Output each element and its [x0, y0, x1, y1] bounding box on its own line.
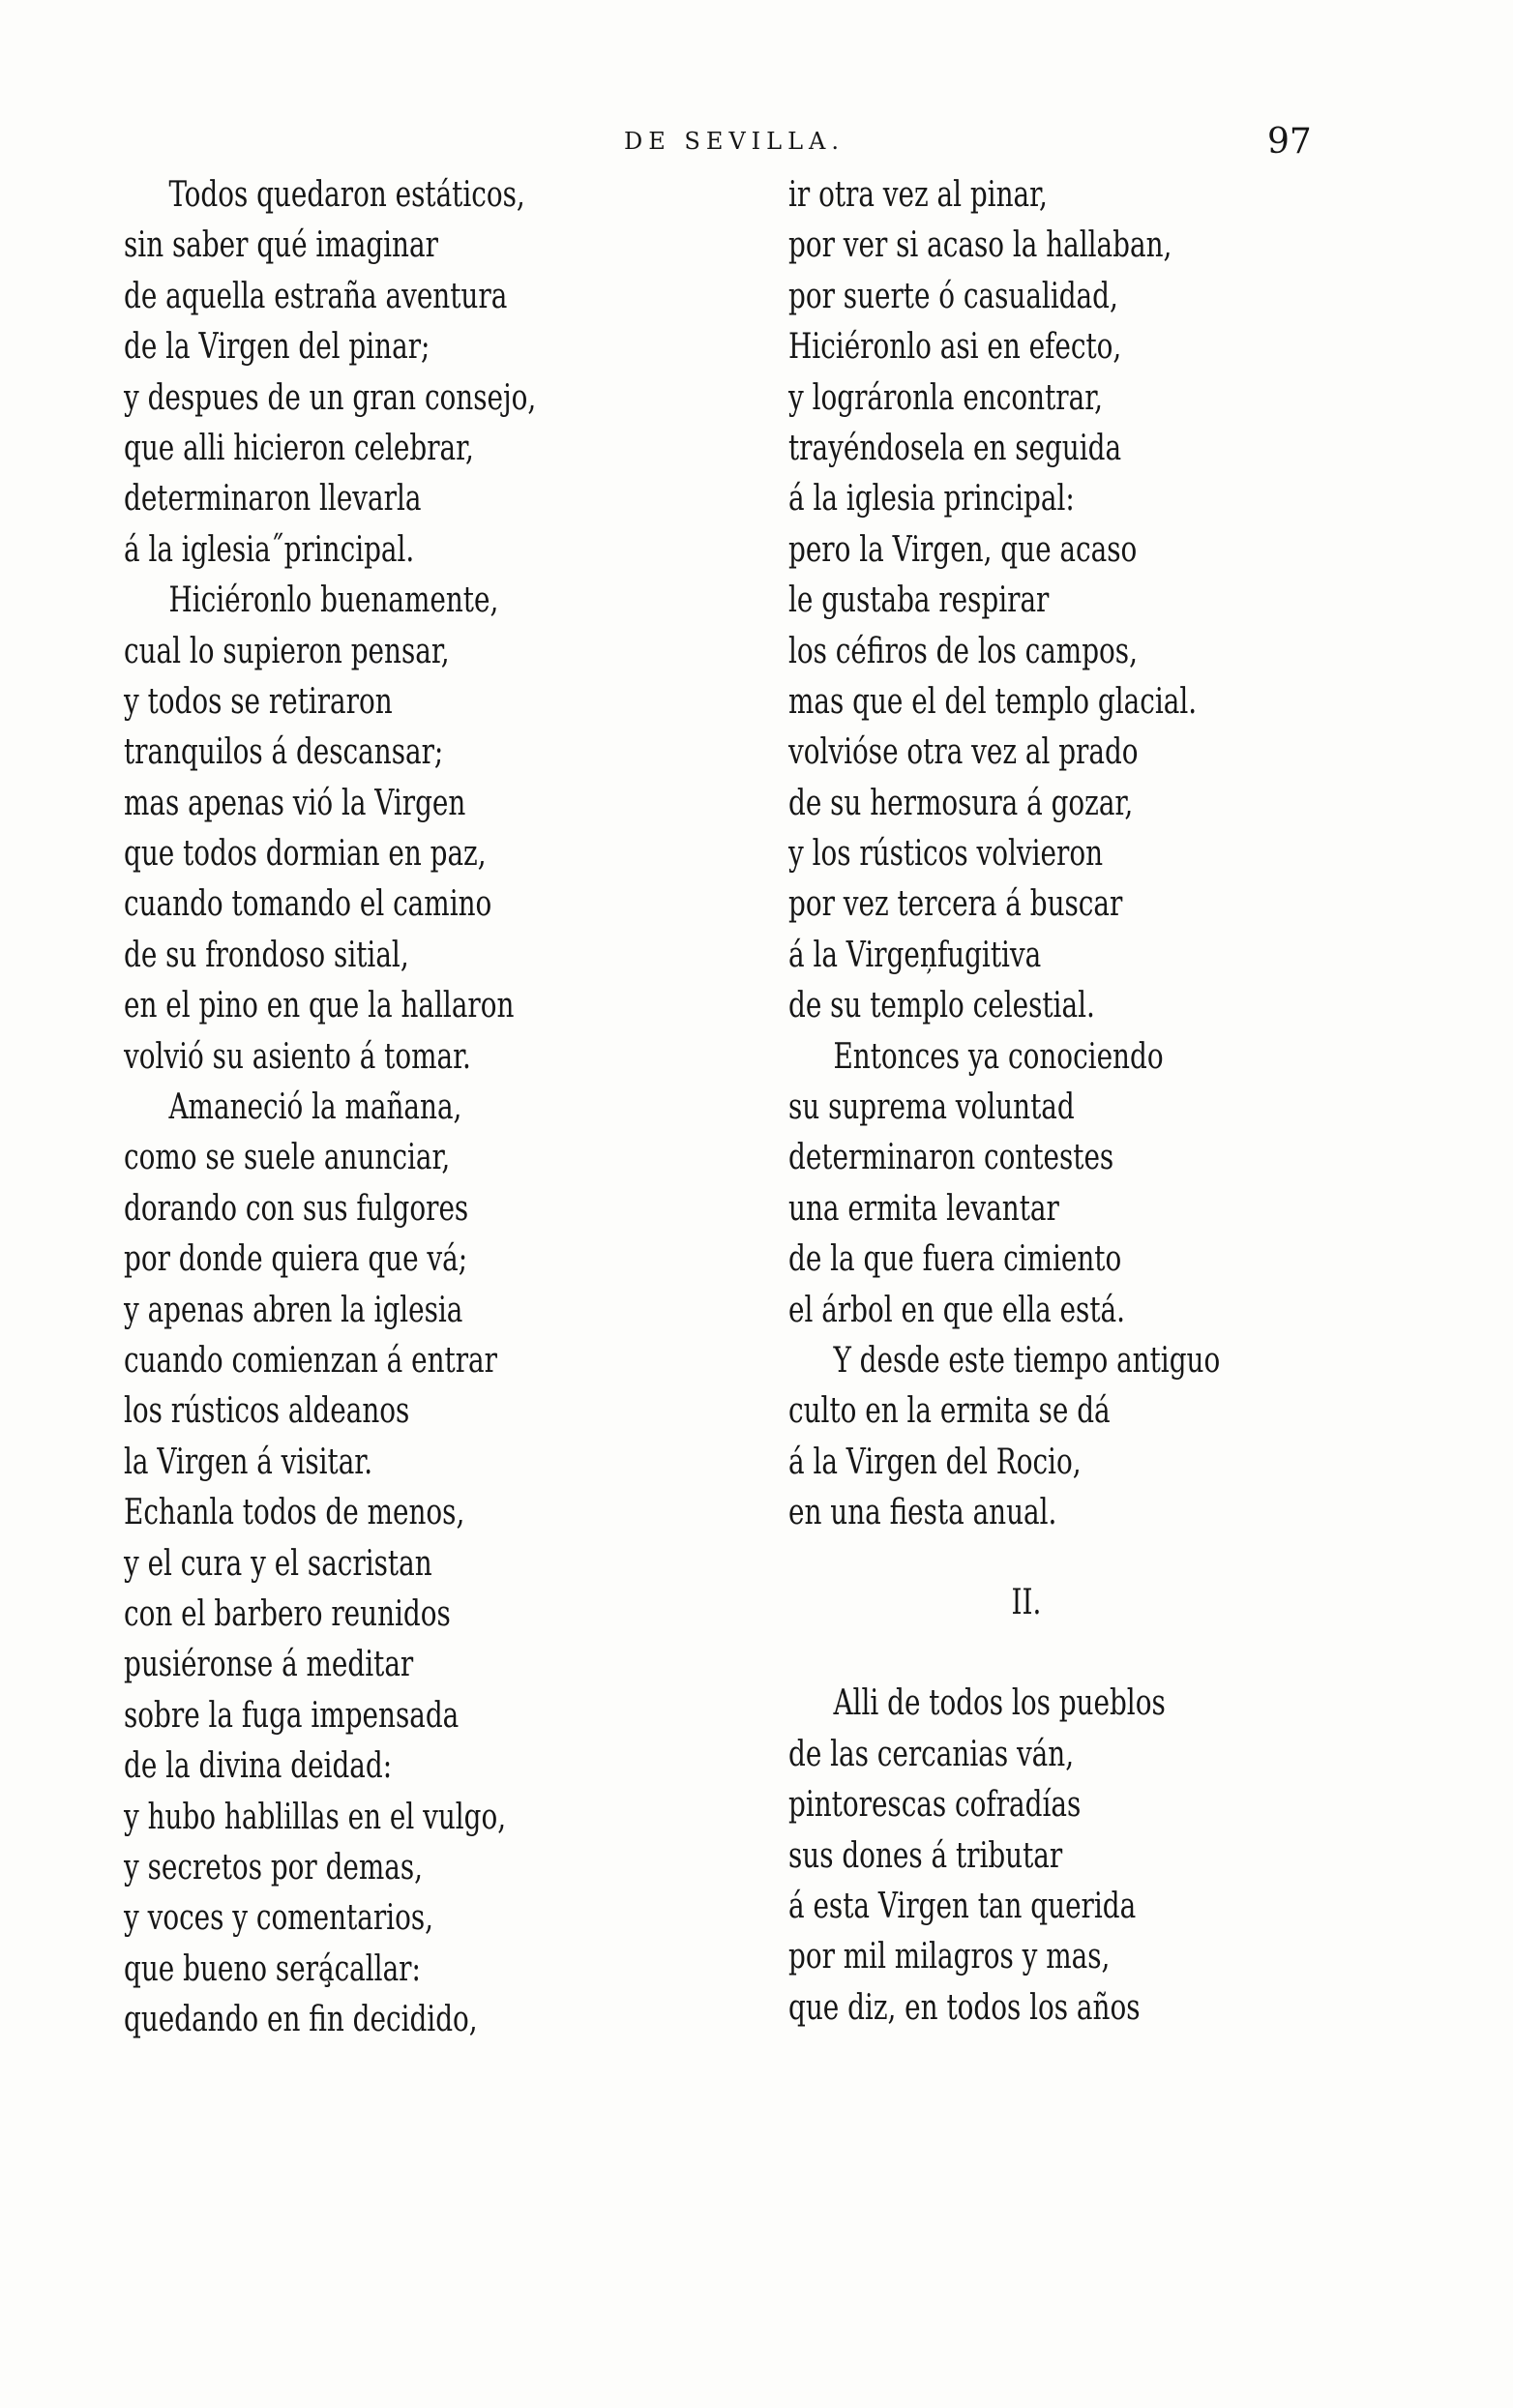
verse-line: que bueno será̧callar:	[124, 1948, 421, 1989]
running-head	[0, 122, 1513, 166]
verse-line: como se suele anunciar,	[124, 1138, 451, 1178]
verse-line: y los rústicos volvieron	[788, 834, 1104, 875]
verse-line: de su templo celestial.	[788, 986, 1095, 1026]
verse-line: cual lo supieron pensar,	[124, 631, 450, 671]
spacer	[788, 1628, 1369, 1679]
running-title: DE SEVILLA.	[624, 128, 845, 155]
verse-line: pintorescas cofradías	[788, 1785, 1082, 1826]
section-heading: II.	[1011, 1582, 1042, 1622]
verse-line: por mil milagros y mas,	[788, 1937, 1111, 1977]
verse-line: determinaron llevarla	[124, 479, 422, 520]
verse-line: con el barbero reunidos	[124, 1593, 451, 1634]
verse-line: y hubo hablillas en el vulgo,	[124, 1797, 507, 1837]
verse-line: que alli hicieron celebrar,	[124, 428, 474, 468]
page-number: 97	[1267, 122, 1312, 162]
verse-line: los céfiros de los campos,	[788, 631, 1138, 671]
verse-line: pero la Virgen, que acaso	[788, 529, 1138, 570]
verse-line: de su frondoso sitial,	[124, 935, 409, 975]
verse-line: que diz, en todos los años	[788, 1987, 1141, 2028]
verse-line: Hiciéronlo asi en efecto,	[788, 327, 1122, 368]
verse-line: el árbol en que ella está.	[788, 1290, 1125, 1330]
verse-line: por suerte ó casualidad,	[788, 276, 1118, 316]
verse-line: dorando con sus fulgores	[124, 1188, 469, 1229]
verse-line: determinaron contestes	[788, 1138, 1114, 1178]
verse-line: y todos se retiraron	[124, 681, 393, 722]
verse-line: de la que fuera cimiento	[788, 1239, 1122, 1280]
verse-line: tranquilos á descansar;	[124, 732, 444, 773]
verse-line: cuando comienzan á entrar	[124, 1340, 497, 1381]
verse-line: por donde quiera que vá;	[124, 1239, 468, 1280]
verse-line: quedando en fin decidido,	[124, 2000, 478, 2040]
verse-line: sin saber qué imaginar	[124, 225, 438, 266]
verse-line: y voces y comentarios,	[124, 1898, 433, 1939]
verse-line: Echanla todos de menos,	[124, 1493, 465, 1533]
verse-line: la Virgen á visitar.	[124, 1442, 373, 1482]
verse-line: de las cercanias ván,	[788, 1734, 1075, 1774]
verse-line: ir otra vez al pinar,	[788, 175, 1048, 215]
verse-line: mas apenas vió la Virgen	[124, 783, 466, 823]
spacer	[788, 1539, 1369, 1578]
left-column	[124, 170, 704, 2045]
verse-line: y despues de un gran consejo,	[124, 377, 537, 418]
verse-line: en una fiesta anual.	[788, 1493, 1057, 1533]
verse-line: á la iglesia˝principal.	[124, 529, 415, 570]
verse-line: mas que el del templo glacial.	[788, 681, 1198, 722]
verse-line: que todos dormian en paz,	[124, 834, 487, 875]
right-column	[788, 170, 1369, 2034]
verse-line: de la divina deidad:	[124, 1746, 393, 1787]
verse-line: una ermita levantar	[788, 1188, 1059, 1229]
verse-line: de la Virgen del pinar;	[124, 327, 430, 368]
verse-line: los rústicos aldeanos	[124, 1391, 410, 1432]
verse-line: á la iglesia principal:	[788, 479, 1075, 520]
verse-line: trayéndosela en seguida	[788, 428, 1122, 468]
verse-line: Y desde este tiempo antiguo	[833, 1340, 1221, 1381]
verse-line: volvióse otra vez al prado	[788, 732, 1139, 773]
verse-line: en el pino en que la hallaron	[124, 986, 515, 1026]
verse-line: Hiciéronlo buenamente,	[168, 580, 499, 621]
verse-line: y secretos por demas,	[124, 1847, 424, 1888]
verse-line: Alli de todos los pueblos	[833, 1683, 1166, 1724]
verse-line: á esta Virgen tan querida	[788, 1886, 1137, 1926]
verse-line: Todos quedaron estáticos,	[168, 175, 525, 215]
verse-line: pusiéronse á meditar	[124, 1645, 414, 1685]
verse-line: Amaneció la mañana,	[168, 1087, 462, 1128]
verse-line: su suprema voluntad	[788, 1087, 1075, 1128]
verse-line: culto en la ermita se dá	[788, 1391, 1111, 1432]
verse-line: sus dones á tributar	[788, 1835, 1063, 1876]
verse-line: y el cura y el sacristan	[124, 1543, 432, 1584]
verse-line: á la Virgen del Rocio,	[788, 1442, 1082, 1482]
verse-line: á la Virgeņfugitiva	[788, 935, 1042, 975]
verse-line: sobre la fuga impensada	[124, 1695, 460, 1736]
verse-line: le gustaba respirar	[788, 580, 1050, 621]
verse-line: cuando tomando el camino	[124, 884, 492, 925]
verse-line: volvió su asiento á tomar.	[124, 1036, 471, 1077]
verse-line: de su hermosura á gozar,	[788, 783, 1134, 823]
verse-line: y apenas abren la iglesia	[124, 1290, 463, 1330]
verse-line: Entonces ya conociendo	[833, 1036, 1164, 1077]
verse-line: y lográronla encontrar,	[788, 377, 1103, 418]
verse-line: de aquella estraña aventura	[124, 276, 508, 316]
verse-line: por ver si acaso la hallaban,	[788, 225, 1172, 266]
verse-line: por vez tercera á buscar	[788, 884, 1123, 925]
